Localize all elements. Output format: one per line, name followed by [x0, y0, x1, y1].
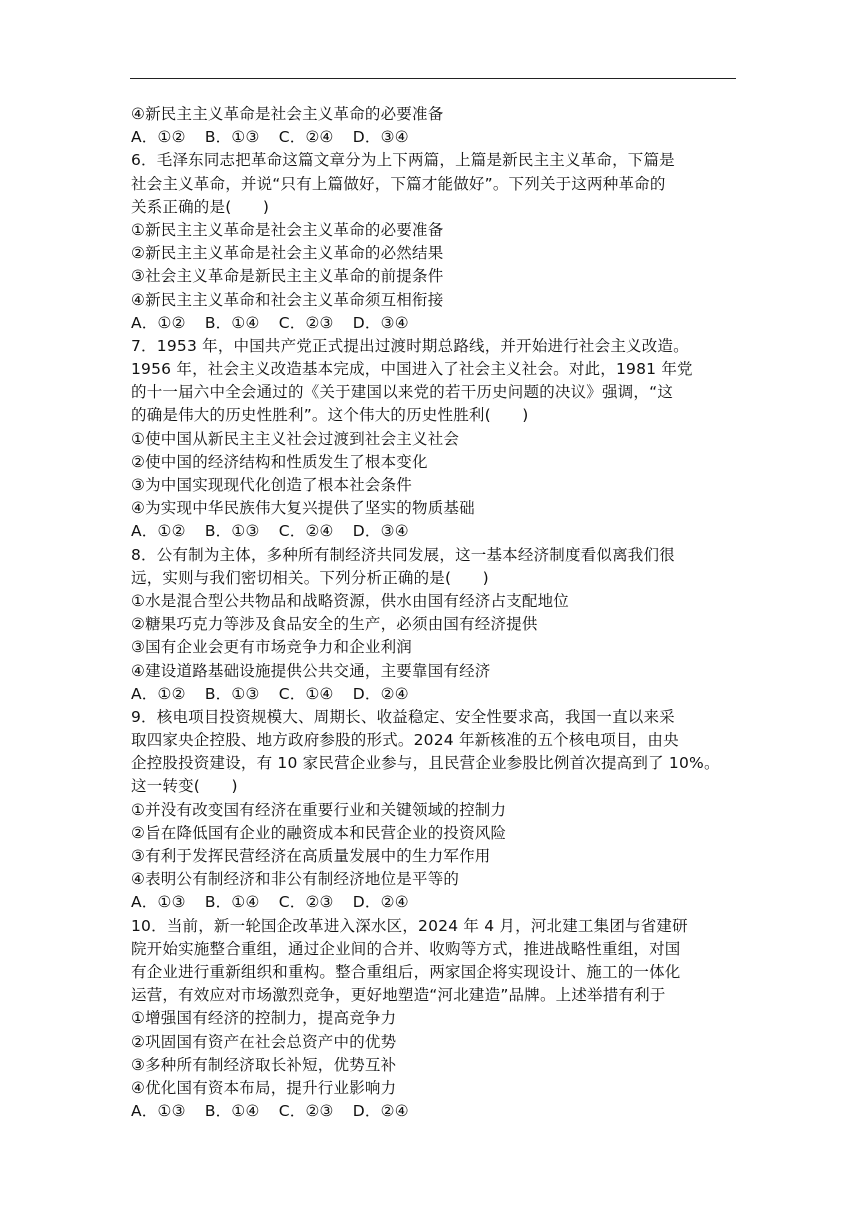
q10-option-b: B．①④: [204, 1102, 260, 1121]
q5-statement-4: ④新民主主义革命是社会主义革命的必要准备: [131, 105, 444, 123]
q9-statement-1: ①并没有改变国有经济在重要行业和关键领域的控制力: [131, 800, 507, 819]
q9-stem-line-3: 企控股投资建设，有 10 家民营企业参与，且民营企业参股比例首次提高到了 10%。: [131, 754, 720, 773]
q6-stem-line-1: 6．毛泽东同志把革命这篇文章分为上下两篇，上篇是新民主主义革命，下篇是: [131, 151, 675, 170]
q7-stem-line-4: 的确是伟大的历史性胜利”。这个伟大的历史性胜利( ): [131, 406, 529, 425]
q10-statement-1: ①增强国有经济的控制力，提高竞争力: [131, 1009, 397, 1028]
q8-option-b: B．①③: [204, 684, 260, 703]
q9-statement-2: ②旨在降低国有企业的融资成本和民营企业的投资风险: [131, 823, 507, 842]
q8-statement-1: ①水是混合型公共物品和战略资源，供水由国有经济占支配地位: [131, 591, 569, 610]
q8-option-a: A．①②: [131, 684, 186, 703]
q8-statement-4: ④建设道路基础设施提供公共交通，主要靠国有经济: [131, 661, 491, 680]
q10-stem-line-3: 有企业进行重新组织和重构。整合重组后，两家国企将实现设计、施工的一体化: [131, 962, 681, 981]
q7-option-d: D．③④: [352, 522, 409, 541]
q7-options: [131, 520, 751, 543]
q6-statement-1: ①新民主主义革命是社会主义革命的必要准备: [131, 220, 444, 239]
q5-option-d: D．③④: [352, 128, 409, 147]
q10-stem-line-4: 运营，有效应对市场激烈竞争，更好地塑造“河北建造”品牌。上述举措有利于: [131, 986, 666, 1005]
q10-option-d: D．②④: [352, 1102, 409, 1121]
q8-options: [131, 683, 751, 706]
q8-option-c: C．①④: [278, 684, 334, 703]
q9-statement-3: ③有利于发挥民营经济在高质量发展中的生力军作用: [131, 847, 491, 865]
document-body: [131, 103, 751, 1123]
q8-stem-line-1: 8．公有制为主体，多种所有制经济共同发展，这一基本经济制度看似离我们很: [131, 545, 675, 564]
q7-option-a: A．①②: [131, 522, 186, 541]
q9-statement-4: ④表明公有制经济和非公有制经济地位是平等的: [131, 870, 460, 889]
q9-option-a: A．①③: [131, 893, 186, 912]
q6-stem-line-2: 社会主义革命，并说“只有上篇做好，下篇才能做好”。下列关于这两种革命的: [131, 174, 666, 193]
q5-option-b: B．①③: [204, 128, 260, 147]
q8-option-d: D．②④: [352, 684, 409, 703]
q6-statement-4: ④新民主主义革命和社会主义革命须互相衔接: [131, 290, 444, 309]
q7-stem-line-2: 1956 年，社会主义改造基本完成，中国进入了社会主义社会。对此，1981 年党: [131, 360, 693, 379]
q9-stem-line-4: 这一转变( ): [131, 777, 238, 796]
q10-statement-2: ②巩固国有资产在社会总资产中的优势: [131, 1032, 397, 1051]
q6-stem-line-3: 关系正确的是( ): [131, 197, 270, 216]
q9-option-d: D．②④: [352, 893, 409, 912]
q9-stem-line-2: 取四家央企控股、地方政府参股的形式。2024 年新核准的五个核电项目，由央: [131, 731, 679, 750]
q7-statement-4: ④为实现中华民族伟大复兴提供了坚实的物质基础: [131, 499, 475, 518]
q10-stem-line-1: 10．当前，新一轮国企改革进入深水区，2024 年 4 月，河北建工集团与省建研: [131, 916, 688, 935]
q9-stem-line-1: 9．核电项目投资规模大、周期长、收益稳定、安全性要求高，我国一直以来采: [131, 707, 675, 726]
q6-option-c: C．②③: [278, 313, 334, 332]
q6-statement-2: ②新民主主义革命是社会主义革命的必然结果: [131, 244, 444, 263]
q10-options: [131, 1100, 751, 1123]
q10-statement-3: ③多种所有制经济取长补短，优势互补: [131, 1055, 397, 1074]
q7-option-c: C．②④: [278, 522, 334, 541]
q10-statement-4: ④优化国有资本布局，提升行业影响力: [131, 1078, 397, 1097]
q6-option-d: D．③④: [352, 313, 409, 332]
q5-options: [131, 126, 751, 149]
q9-option-c: C．②③: [278, 893, 334, 912]
header-rule: [130, 78, 736, 79]
q6-options: [131, 312, 751, 335]
q7-stem-line-1: 7．1953 年，中国共产党正式提出过渡时期总路线，并开始进行社会主义改造。: [131, 336, 689, 355]
q6-option-a: A．①②: [131, 313, 186, 332]
q5-option-c: C．②④: [278, 128, 334, 147]
q7-statement-1: ①使中国从新民主主义社会过渡到社会主义社会: [131, 429, 460, 448]
q7-option-b: B．①③: [204, 522, 260, 541]
q7-stem-line-3: 的十一届六中全会通过的《关于建国以来党的若干历史问题的决议》强调，“这: [131, 383, 674, 402]
q9-option-b: B．①④: [204, 893, 260, 912]
q9-options: [131, 891, 751, 914]
q7-statement-3: ③为中国实现现代化创造了根本社会条件: [131, 476, 412, 494]
q8-statement-2: ②糖果巧克力等涉及食品安全的生产，必须由国有经济提供: [131, 615, 538, 634]
q6-option-b: B．①④: [204, 313, 260, 332]
q10-option-c: C．②③: [278, 1102, 334, 1121]
q5-option-a: A．①②: [131, 128, 186, 147]
q6-statement-3: ③社会主义革命是新民主主义革命的前提条件: [131, 267, 444, 286]
q10-option-a: A．①③: [131, 1102, 186, 1121]
q10-stem-line-2: 院开始实施整合重组，通过企业间的合并、收购等方式，推进战略性重组，对国: [131, 939, 681, 958]
q8-statement-3: ③国有企业会更有市场竞争力和企业利润: [131, 638, 412, 657]
q7-statement-2: ②使中国的经济结构和性质发生了根本变化: [131, 452, 428, 471]
q8-stem-line-2: 远，实则与我们密切相关。下列分析正确的是( ): [131, 568, 489, 587]
